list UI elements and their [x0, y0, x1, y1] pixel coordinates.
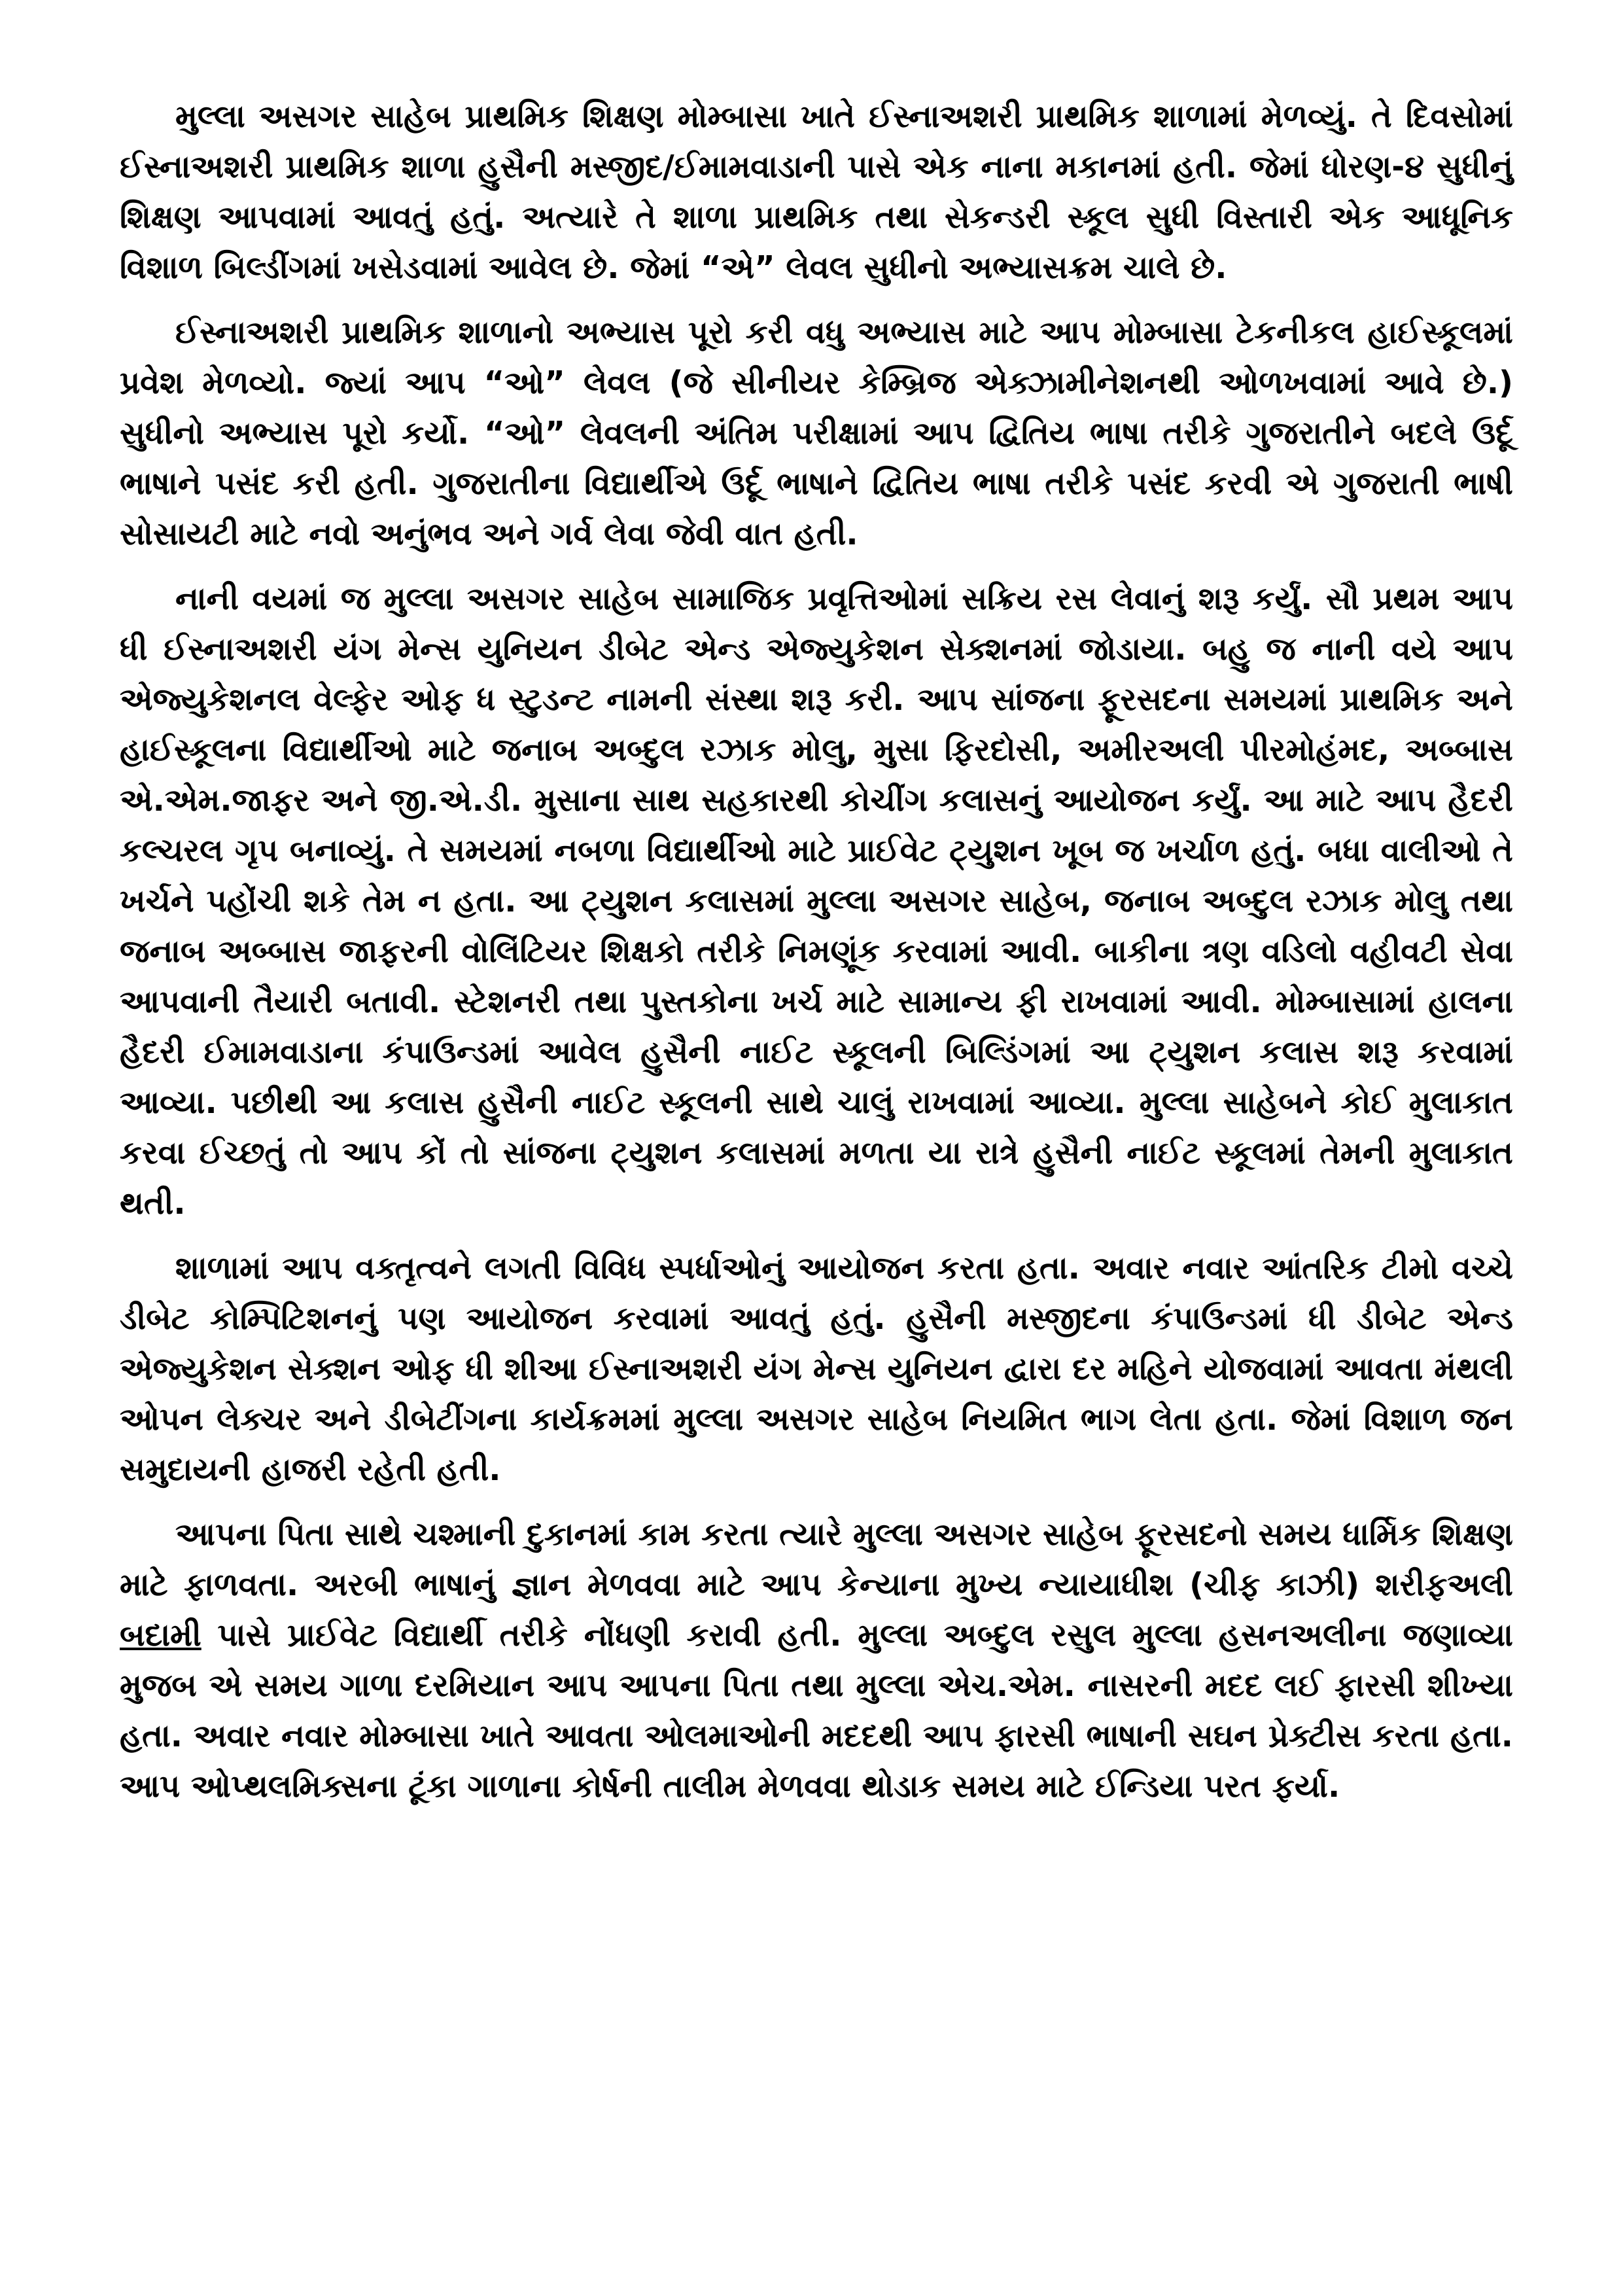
bold-org-name: હૈદરી કલ્ચરલ ગૃપ: [120, 782, 1513, 869]
text-segment: માં જોડાયા. બહુ જ નાની વયે આપ: [1032, 631, 1513, 667]
underlined-name: બદામી: [120, 1617, 201, 1653]
text-segment: બનાવ્યું. તે સમયમાં નબળા વિદ્યાર્થીઓ માટે પ્રાઈવેટ ટ્યુશન ખૂબ જ ખર્ચાળ હતું. બધા વાલીઓ તે ખર્ચને પહોંચી શકે તેમ ન હતા. આ ટ્યુશન કલાસમાં મુલ્લા અસગર સાહેબ, જનાબ અબ્દુલ રઝાક મોલુ તથા જનાબ અબ્બાસ જાફરની વોલિંટિયર શિક્ષકો તરીકે નિમણૂંક કરવામાં આવી. બાકીના ત્રણ વડિલો વહીવટી સેવા આપવાની તૈયારી બતાવી. સ્ટેશનરી તથા પુસ્તકોના ખર્ચ માટે સામાન્ય ફી રાખવામાં આવી. મોમ્બાસામાં હાલના હૈદરી ઈમામવાડાના કંપાઉન્ડમાં આવેલ હુસૈની નાઈટ સ્કૂલની બિલ્ડિંગમાં આ ટ્યુશન કલાસ શરૂ કરવામાં આવ્યા. પછીથી આ કલાસ હુસૈની નાઈટ સ્કૂલની સાથે ચાલું રાખવામાં આવ્યા. મુલ્લા સાહેબને કોઈ મુલાકાત કરવા ઈચ્છતું તો આપ કોં તો સાંજના ટ્યુશન કલાસમાં મળતા યા રાત્રે હુસૈની નાઈટ સ્કૂલમાં તેમની મુલાકાત થતી.: [120, 832, 1513, 1222]
paragraph-primary-education: મુલ્લા અસગર સાહેબ પ્રાથમિક શિક્ષણ મોમ્બાસા ખાતે ઈસ્નાઅશરી પ્રાથમિક શાળામાં મેળવ્યું. તે દિવસોમાં ઈસ્નાઅશરી પ્રાથમિક શાળા હુસૈની મસ્જીદ/ઈમામવાડાની પાસે એક નાના મકાનમાં હતી. જેમાં ધોરણ-૪ સુધીનું શિક્ષણ આપવામાં આવતું હતું. અત્યારે તે શાળા પ્રાથમિક તથા સેકન્ડરી સ્કૂલ સુધી વિસ્તારી એક આધૂનિક વિશાળ બિલ્ડીંગમાં ખસેડવામાં આવેલ છે. જેમાં “એ” લેવલ સુધીનો અભ્યાસક્રમ ચાલે છે.: [120, 98, 1514, 286]
paragraph-technical-high-school: ઈસ્નાઅશરી પ્રાથમિક શાળાનો અભ્યાસ પૂરો કરી વધુ અભ્યાસ માટે આપ મોમ્બાસા ટેકનીકલ હાઈસ્કૂલમાં પ્રવેશ મેળવ્યો. જ્યાં આપ “ઓ” લેવલ (જે સીનીયર કેમ્બ્રિજ એક્ઝામીનેશનથી ઓળખવામાં આવે છે.) સુધીનો અભ્યાસ પૂરો કર્યો. “ઓ” લેવલની અંતિમ પરીક્ષામાં આપ દ્વિતિય ભાષા તરીકે ગુજરાતીને બદલે ઉર્દૂ ભાષાને પસંદ કરી હતી. ગુજરાતીના વિદ્યાર્થીએ ઉર્દૂ ભાષાને દ્વિતિય ભાષા તરીકે પસંદ કરવી એ ગુજરાતી ભાષી સોસાયટી માટે નવો અનુંભવ અને ગર્વ લેવા જેવી વાત હતી.: [120, 314, 1513, 552]
text-segment: નામની સંસ્થા શરૂ કરી. આપ સાંજના ફૂરસદના સમયમાં પ્રાથમિક અને હાઈસ્કૂલના વિદ્યાર્થીઓ માટે જનાબ અબ્દુલ રઝાક મોલુ, મુસા ફિરદોસી, અમીરઅલી પીરમોહંમદ, અબ્બાસ એ.એમ.જાફર અને જી.એ.ડી. મુસાના સાથ સહકારથી કોચીંગ કલાસનું આયોજન કર્યું. આ માટે આપ: [120, 681, 1513, 819]
text-segment: નાની વયમાં જ મુલ્લા અસગર સાહેબ સામાજિક પ્રવૃત્તિઓમાં સક્રિય રસ લેવાનું શરૂ કર્યું. સૌ પ્રથમ આપ: [175, 580, 1513, 617]
paragraph-debate-competitions: શાળામાં આપ વક્તૃત્વને લગતી વિવિધ સ્પર્ધાઓનું આયોજન કરતા હતા. અવાર નવાર આંતરિક ટીમો વચ્ચે ડીબેટ કોમ્પિટિશનનું પણ આયોજન કરવામાં આવતું હતું. હુસૈની મસ્જીદના કંપાઉન્ડમાં ધી ડીબેટ એન્ડ એજ્યુકેશન સેક્શન ઓફ ધી શીઆ ઈસ્નાઅશરી યંગ મેન્સ યુનિયન દ્વારા દર મહિને યોજવામાં આવતા મંથલી ઓપન લેક્ચર અને ડીબેટીંગના કાર્યક્રમમાં મુલ્લા અસગર સાહેબ નિયમિત ભાગ લેતા હતા. જેમાં વિશાળ જન સમુદાયની હાજરી રહેતી હતી.: [120, 1250, 1513, 1488]
text-segment: આપના પિતા સાથે ચશ્માની દુકાનમાં કામ કરતા ત્યારે મુલ્લા અસગર સાહેબ ફૂરસદનો સમય ધાર્મિક શિક્ષણ માટે ફાળવતા. અરબી ભાષાનું જ્ઞાન મેળવવા માટે આપ કેન્યાના મુખ્ય ન્યાયાધીશ (ચીફ કાઝી) શરીફઅલી: [120, 1516, 1513, 1603]
bold-org-name: ધી ઈસ્નાઅશરી યંગ મેન્સ યુનિયન ડીબેટ એન્ડ એજ્યુકેશન સેક્શન: [120, 631, 1033, 667]
paragraph-social-activities: [120, 574, 1513, 1229]
paragraph-religious-education: [120, 1510, 1513, 1812]
text-segment: પાસે પ્રાઈવેટ વિદ્યાર્થી તરીકે નોંધણી કરાવી હતી. મુલ્લા અબ્દુલ રસુલ મુલ્લા હસનઅલીના જણાવ્યા મુજબ એ સમય ગાળા દરમિયાન આપ આપના પિતા તથા મુલ્લા એચ.એમ. નાસરની મદદ લઈ ફારસી શીખ્યા હતા. અવાર નવાર મોમ્બાસા ખાતે આવતા ઓલમાઓની મદદથી આપ ફારસી ભાષાની સઘન પ્રેક્ટીસ કરતા હતા. આપ ઓપ્થલમિક્સના ટૂંકા ગાળાના કોર્ષની તાલીમ મેળવવા થોડાક સમય માટે ઈન્ડિયા પરત ફર્યા.: [120, 1617, 1513, 1805]
document-page: [120, 92, 1513, 1826]
bold-org-name: એજ્યુકેશનલ વેલ્ફેર ઓફ ધ સ્ટુડન્ટ: [120, 681, 594, 718]
